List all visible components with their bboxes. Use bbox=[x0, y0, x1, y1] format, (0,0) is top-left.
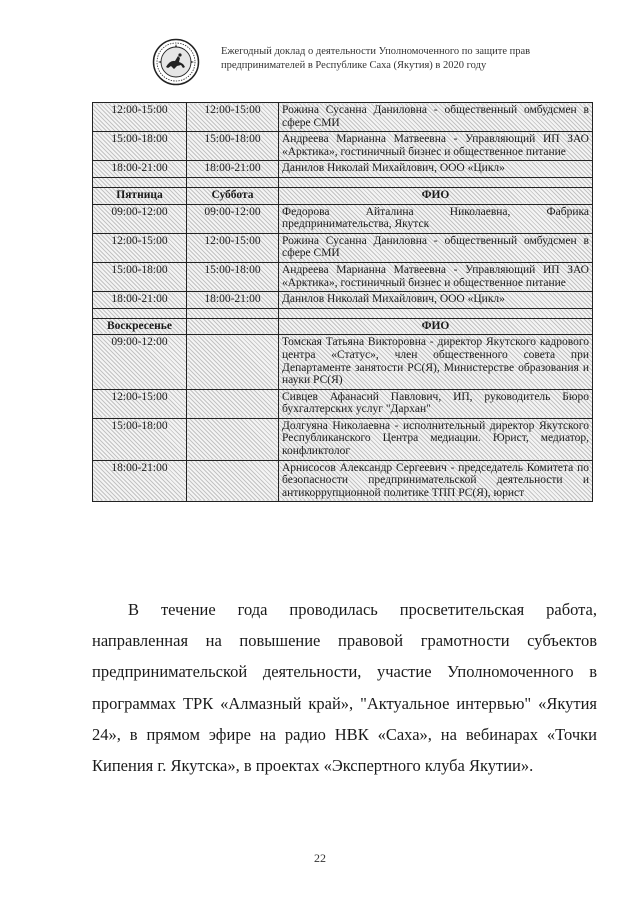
empty-header-cell bbox=[187, 318, 279, 335]
table-row bbox=[93, 418, 593, 460]
time-cell: 12:00-15:00 bbox=[93, 389, 187, 418]
person-cell: Данилов Николай Михайлович, ООО «Цикл» bbox=[279, 161, 593, 178]
time-cell: 18:00-21:00 bbox=[187, 161, 279, 178]
running-header-line-2: предпринимателей в Республике Саха (Якутия) в 2020 году bbox=[221, 60, 487, 71]
day-header-saturday: Суббота bbox=[187, 187, 279, 204]
running-header-line-1: Ежегодный доклад о деятельности Уполномоченного по защите прав bbox=[221, 46, 531, 57]
page-number: 22 bbox=[314, 851, 326, 865]
time-cell: 18:00-21:00 bbox=[93, 460, 187, 502]
time-cell: 09:00-12:00 bbox=[93, 204, 187, 233]
person-cell: Федорова Айталина Николаевна, Фабрика предпринимательства, Якутск bbox=[279, 204, 593, 233]
time-cell: 18:00-21:00 bbox=[93, 292, 187, 309]
table-header-row bbox=[93, 187, 593, 204]
person-cell: Арнисосов Александр Сергеевич - председатель Комитета по безопасности предпринимательской деятельности и антикоррупционной политике ТПП РС(Я), юрист bbox=[279, 460, 593, 502]
body-paragraph bbox=[92, 594, 597, 781]
person-cell: Рожина Сусанна Даниловна - общественный омбудсмен в сфере СМИ bbox=[279, 103, 593, 132]
person-cell: Андреева Марианна Матвеевна - Управляющий ИП ЗАО «Арктика», гостиничный бизнес и общественное питание bbox=[279, 262, 593, 291]
table-row bbox=[93, 132, 593, 161]
table-row bbox=[93, 335, 593, 389]
table-row bbox=[93, 292, 593, 309]
spacer-row bbox=[93, 308, 593, 318]
time-cell: 12:00-15:00 bbox=[187, 233, 279, 262]
fio-header: ФИО bbox=[279, 318, 593, 335]
running-header bbox=[221, 45, 551, 73]
time-cell: 15:00-18:00 bbox=[93, 418, 187, 460]
person-cell: Томская Татьяна Викторовна - директор Якутского кадрового центра «Статус», член общественного совета при Департаменте занятости РС(Я), Министерстве образования и науки РС(Я) bbox=[279, 335, 593, 389]
republic-emblem-icon bbox=[152, 38, 200, 86]
table-row bbox=[93, 103, 593, 132]
person-cell: Долгуяна Николаевна - исполнительный директор Якутского Республиканского Центра медиации. Юрист, медиатор, конфликтолог bbox=[279, 418, 593, 460]
table-row bbox=[93, 389, 593, 418]
time-cell: 15:00-18:00 bbox=[93, 262, 187, 291]
time-cell: 18:00-21:00 bbox=[187, 292, 279, 309]
time-cell: 09:00-12:00 bbox=[93, 335, 187, 389]
table-row bbox=[93, 204, 593, 233]
time-cell bbox=[187, 460, 279, 502]
person-cell: Рожина Сусанна Даниловна - общественный омбудсмен в сфере СМИ bbox=[279, 233, 593, 262]
time-cell bbox=[187, 335, 279, 389]
person-cell: Андреева Марианна Матвеевна - Управляющий ИП ЗАО «Арктика», гостиничный бизнес и общественное питание bbox=[279, 132, 593, 161]
time-cell: 12:00-15:00 bbox=[187, 103, 279, 132]
day-header-sunday: Воскресенье bbox=[93, 318, 187, 335]
time-cell: 15:00-18:00 bbox=[187, 262, 279, 291]
body-paragraph-text: В течение года проводилась просветительская работа, направленная на повышение правовой грамотности субъектов предпринимательской деятельности, участие Уполномоченного в программах ТРК «Алмазный край», "Актуальное интервью" «Якутия 24», в прямом эфире на радио НВК «Саха», на вебинарах «Точки Кипения г. Якутска», в проектах «Экспертного клуба Якутии». bbox=[92, 600, 597, 776]
reception-schedule-table bbox=[92, 102, 593, 502]
person-cell: Данилов Николай Михайлович, ООО «Цикл» bbox=[279, 292, 593, 309]
day-header-friday: Пятница bbox=[93, 187, 187, 204]
table-row bbox=[93, 161, 593, 178]
spacer-row bbox=[93, 177, 593, 187]
time-cell: 09:00-12:00 bbox=[187, 204, 279, 233]
time-cell: 12:00-15:00 bbox=[93, 233, 187, 262]
table-row bbox=[93, 460, 593, 502]
time-cell bbox=[187, 418, 279, 460]
time-cell: 15:00-18:00 bbox=[93, 132, 187, 161]
table-row bbox=[93, 262, 593, 291]
table-header-row bbox=[93, 318, 593, 335]
person-cell: Сивцев Афанасий Павлович, ИП, руководитель Бюро бухгалтерских услуг "Дархан" bbox=[279, 389, 593, 418]
time-cell: 12:00-15:00 bbox=[93, 103, 187, 132]
table-row bbox=[93, 233, 593, 262]
time-cell: 15:00-18:00 bbox=[187, 132, 279, 161]
fio-header: ФИО bbox=[279, 187, 593, 204]
time-cell: 18:00-21:00 bbox=[93, 161, 187, 178]
time-cell bbox=[187, 389, 279, 418]
